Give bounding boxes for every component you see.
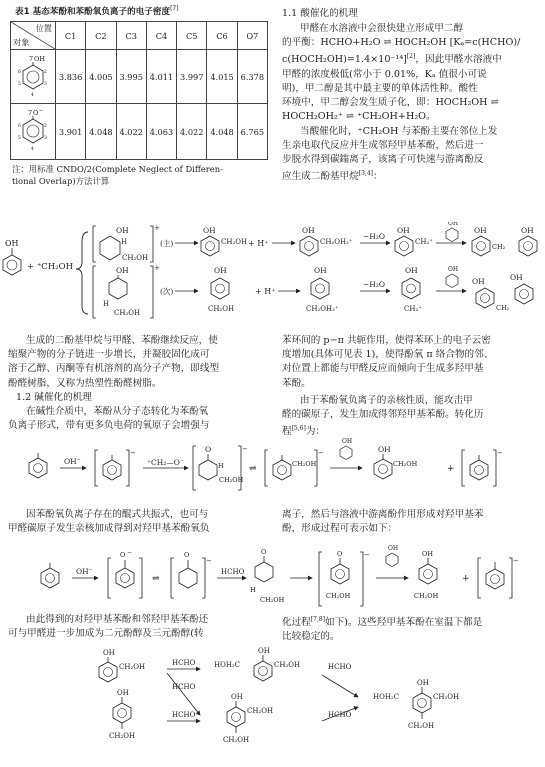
- para-right-2: [282, 394, 540, 440]
- phenol-oh-label: OH: [5, 239, 19, 248]
- table-cell: 4.022: [116, 104, 146, 160]
- electron-density-table: [10, 21, 268, 160]
- s4d-ch2oh: CH₂OH: [109, 732, 136, 740]
- svg-text:4: 4: [31, 92, 34, 98]
- para-charge: +: [154, 264, 160, 272]
- plus-ch2oh-label: + ⁺CH₂OH: [27, 262, 74, 272]
- svg-text:2: 2: [44, 123, 47, 129]
- s2-mp-ch2oh: CH₂OH: [292, 460, 317, 468]
- pr4-line-1a: 化过程: [282, 617, 311, 629]
- s3-phenoxide: [108, 549, 142, 598]
- s11-line-1: 甲醛在水溶液中会很快建立形成甲二醇: [300, 23, 464, 34]
- s4a-ch2oh: CH₂OH: [119, 663, 146, 671]
- main-label: (主): [160, 239, 174, 248]
- table-cell: 4.022: [177, 104, 207, 160]
- s4-trimethylol-phenol: [373, 679, 459, 730]
- s4c-hoh2c: HOH₂C: [373, 693, 400, 701]
- s2-phenol: [29, 453, 47, 478]
- s11-line-9: 生亲电取代反应并生成邻羟甲基苯酚，然后进一: [282, 139, 484, 151]
- table-caption-ref: [7]: [170, 5, 179, 13]
- svg-text:−: −: [39, 107, 44, 114]
- s4-para-methylol-phenol: [109, 689, 135, 740]
- diphenylmethane-product: [472, 226, 537, 256]
- svg-text:5: 5: [18, 135, 21, 141]
- pr1-line-4: 苯酚。: [282, 377, 311, 389]
- para-left-2: [8, 508, 270, 536]
- s11-line-5: 明)，甲二醇是其中最主要的单体活性种。酸性: [282, 83, 478, 94]
- s11-line-3b: ，因此甲醛水溶液中: [415, 54, 502, 66]
- s11-line-3: [282, 50, 540, 67]
- s2-phenol-over-arrow: [340, 438, 352, 460]
- pr1-line-3: 对位置上都能与甲醛反应而倾向于生成多羟甲基: [282, 363, 484, 375]
- branch-brace: [76, 232, 88, 314]
- s4c-ch2oh-para: CH₂OH: [408, 722, 435, 730]
- pr2-line-3b: 为：: [305, 426, 326, 438]
- acid-mechanism-scheme: [0, 222, 545, 322]
- section-heading-1-1: 1.1 酸催化的机理: [282, 8, 358, 19]
- s4-2-4-dimethylol-phenol: [223, 693, 273, 744]
- s3-ohminus: OH⁻: [76, 567, 93, 576]
- pl1-line-1: 生成的二酚基甲烷与甲醛、苯酚继续反应，使: [26, 335, 218, 346]
- table-corner-cell: [11, 22, 56, 50]
- table-cell: 3.995: [116, 50, 146, 104]
- s3-prod-ch2oh: CH₂OH: [414, 592, 439, 600]
- s4d-oh: OH: [117, 689, 129, 697]
- s4-hcho-5: HCHO: [328, 711, 352, 719]
- s11-ref-end: [3,4]: [358, 170, 373, 178]
- s4b-oh: OH: [258, 647, 270, 655]
- svg-text:4: 4: [31, 146, 34, 152]
- pr2-line-1: 由于苯酚氧负离子的亲核性质，能攻击甲: [300, 395, 473, 406]
- q1-hplus: + H⁺: [255, 287, 276, 296]
- col-header-c4: C4: [146, 22, 176, 50]
- section-1-1-body: [282, 22, 540, 185]
- p5-oh2: OH: [521, 226, 534, 235]
- s4e-ch2oh-para: CH₂OH: [223, 736, 250, 744]
- s2-ch2o: ⁺CH₂—O⁻: [147, 458, 184, 467]
- s4e-ch2oh: CH₂OH: [247, 707, 274, 715]
- s2-phenoxide: [95, 449, 136, 486]
- pr4-line-1: [282, 613, 540, 630]
- para-h: H: [103, 300, 110, 308]
- s4-hcho-2: HCHO: [172, 683, 196, 691]
- base-para-scheme: [0, 542, 545, 612]
- s11-line-11: 应生成二酚基甲烷[3,4]：: [282, 170, 383, 183]
- pr2-line-3a: 程: [282, 426, 292, 438]
- q5-ch2: CH₂: [496, 304, 510, 312]
- phenol-over-arrow: [446, 222, 458, 242]
- s4a-oh: OH: [103, 649, 115, 657]
- s2-ohminus: OH⁻: [64, 457, 81, 466]
- s2-dienone-charge: −: [242, 445, 248, 453]
- s11-line-2: 的平衡：HCHO+H₂O ⇌ HOCH₂OH [Kₐ=c(HCHO)/: [282, 37, 521, 49]
- p2-oh: OH: [302, 226, 315, 235]
- para-oh: OH: [116, 266, 129, 275]
- para-ch2oh: CH₂OH: [114, 309, 141, 317]
- s2-dienone-h: H: [218, 462, 224, 470]
- ortho-ch2oh: CH₂OH: [122, 254, 149, 262]
- p5-oh: OH: [474, 226, 487, 235]
- phenol-structure-icon: [15, 52, 51, 100]
- q4-oh: OH: [448, 266, 459, 273]
- s11-line-11a: 应生成二酚基甲烷: [282, 171, 359, 183]
- s3-equilibrium-sign: ⇌: [152, 574, 160, 584]
- s3-para-methylol-phenol: [414, 550, 439, 600]
- s4-ortho-methylol-phenol: [99, 649, 145, 682]
- svg-text:7: 7: [28, 108, 33, 117]
- pl1-line-2: 缩聚产物的分子链进一步增长，并凝胶固化成可: [8, 349, 210, 361]
- s4-hcho-4: HCHO: [172, 711, 196, 719]
- s3-mp-o: O: [337, 550, 343, 558]
- table-cell: 4.048: [86, 104, 116, 160]
- pl2-line-1: 因苯酚氧负离子存在的醌式共振式，也可与: [26, 509, 209, 520]
- minor-label: (次): [160, 287, 174, 296]
- svg-text:7: 7: [29, 54, 34, 63]
- pl3-line-1: 由此得到的对羟甲基苯酚和邻羟甲基苯酚还: [26, 614, 209, 625]
- s2-phenoxide-charge: −: [130, 449, 136, 457]
- q2-ch2oh2: CH₂OH₂⁺: [306, 305, 339, 313]
- s11-line-8: 当酸催化时，⁺CH₂OH 与苯酚主要在邻位上发: [300, 125, 498, 137]
- s4e-oh: OH: [231, 693, 243, 701]
- s4-hcho-3: HCHO: [328, 663, 352, 671]
- s3-hcho: HCHO: [221, 568, 245, 576]
- para-left-3: [8, 613, 270, 641]
- q3-oh: OH: [405, 266, 418, 275]
- s12-line-2: 负离子形式，带有更多负电荷的氧原子会增强与: [8, 420, 210, 432]
- p5-ch2: CH₂: [492, 243, 506, 251]
- q2-oh: OH: [314, 266, 327, 275]
- table-cell: 4.015: [207, 50, 237, 104]
- table-cell: 3.836: [56, 50, 86, 104]
- para-protonated: [306, 266, 339, 313]
- s4c-ch2oh: CH₂OH: [433, 693, 460, 701]
- para-methylol-phenol: [208, 266, 234, 313]
- s12-line-1: 在碱性介质中，苯酚从分子态转化为苯酚氧: [26, 406, 209, 418]
- s3-phenoxide-o: O: [120, 551, 126, 559]
- s3-prod-oh: OH: [422, 550, 433, 558]
- svg-text:6: 6: [18, 69, 21, 75]
- s2-dienone-intermediate: [193, 445, 248, 490]
- s4-2-6-dimethylol-phenol: [214, 647, 300, 681]
- para-left-1: [8, 334, 270, 433]
- polymethylol-scheme: [0, 645, 545, 765]
- table-cell: 4.063: [146, 104, 176, 160]
- s11-line-7: HOCH₂OH₂⁺ ⇌ ⁺CH₂OH+H₂O。: [282, 111, 436, 123]
- pl1-line-4: 酚醛树脂，又称为热塑性酚醛树脂。: [8, 377, 162, 389]
- protonated-methylol: [300, 226, 353, 256]
- table-caption: [15, 5, 179, 17]
- pr1-line-1: 苯环间的 p−π 共轭作用，使得苯环上的电子云密: [282, 335, 491, 346]
- pr4-line-1b: 如下)。这些羟甲基苯酚在室温下都是: [325, 617, 483, 629]
- q3-ch2plus: CH₂⁺: [404, 305, 422, 313]
- s3-adduct-o: O: [261, 548, 267, 556]
- para-right-4: [282, 613, 540, 645]
- base-ortho-scheme: [0, 438, 545, 500]
- ortho-charge: +: [154, 224, 160, 232]
- ref-7-8: [7,8]: [310, 616, 326, 623]
- table-cell: 3.997: [177, 50, 207, 104]
- s4b-hoh2c: HOH₂C: [214, 661, 241, 669]
- s3-para-methylol-phenoxide: [319, 550, 370, 606]
- pr2-line-2: 醛的碳原子，发生加成得邻羟甲基苯酚。转化历: [282, 409, 484, 421]
- s4-hcho-1: HCHO: [172, 659, 196, 667]
- s2-prod-oh: OH: [378, 445, 391, 454]
- table-note-line-1: 注：用标准 CNDO/2(Complete Neglect of Differen-: [12, 164, 223, 174]
- table-caption-text: 表1 基态苯酚和苯酚氧负离子的电子密度: [15, 7, 171, 17]
- s3-para-adduct: [250, 548, 285, 604]
- phenoxide-structure-icon: [15, 106, 51, 156]
- svg-text:3: 3: [44, 135, 47, 141]
- p1-oh: OH: [203, 226, 216, 235]
- s3-mp-charge: −: [364, 551, 370, 559]
- s4c-oh: OH: [417, 679, 429, 687]
- phenol-structure-cell: [11, 50, 56, 104]
- col-header-c1: C1: [56, 22, 86, 50]
- p4-oh: OH: [448, 222, 459, 227]
- svg-text:5: 5: [18, 81, 21, 87]
- s2-ortho-methylol-phenol: [374, 445, 418, 479]
- table-cell: 3.901: [56, 104, 86, 160]
- table-note-line-2: tional Overlap)方法计算: [12, 176, 110, 186]
- q1-oh: OH: [214, 266, 227, 275]
- svg-text:OH: OH: [34, 54, 45, 63]
- pr1-line-2: 度增加(具体可见表 1)，使得酚氧 π 络合物的邻、: [282, 349, 494, 361]
- s11-line-3a: c(HOCH₂OH)=1.4×10⁻¹⁴]: [282, 54, 407, 66]
- s3-mp-ch2oh: CH₂OH: [326, 592, 351, 600]
- s11-line-6: 环境中，甲二醇会发生质子化，即：HOCH₂OH ⇌: [282, 97, 499, 109]
- ortho-h: H: [121, 238, 128, 246]
- para-cation: [402, 266, 422, 313]
- para-intermediate: [93, 264, 160, 318]
- s3-quinoid-o: O: [184, 551, 190, 559]
- s2-plus: +: [447, 464, 455, 474]
- s2-mp-charge: −: [318, 449, 324, 457]
- s2-equilibrium-sign: ⇌: [249, 464, 257, 474]
- ortho-intermediate: [93, 224, 160, 262]
- corner-top-label: 位置: [35, 23, 52, 33]
- s2-prod-ch2oh: CH₂OH: [393, 460, 418, 468]
- benzyl-cation: [395, 226, 433, 256]
- p2-minus-h2o: −H₂O: [363, 232, 385, 241]
- col-header-c6: C6: [207, 22, 237, 50]
- phenol-reactant: [3, 239, 21, 275]
- s3-quinoid: [171, 551, 212, 598]
- pr4-line-2: 比较稳定的。: [282, 631, 340, 643]
- ortho-methylol-phenol: [201, 226, 247, 256]
- s3-plus: +: [462, 574, 470, 584]
- s3-adduct-h: H: [250, 586, 256, 594]
- col-header-o7: O7: [237, 22, 267, 50]
- table-row: [11, 50, 268, 104]
- s2-dienone-ch2o: CH₂OH: [219, 476, 244, 484]
- p1-ch2oh: CH₂OH: [221, 238, 248, 246]
- ortho-oh: OH: [116, 226, 129, 235]
- s3-adduct-ch2oh: CH₂OH: [260, 596, 285, 604]
- pl2-line-2: 甲醛碳原子发生亲核加成得到对羟甲基苯酚氧负: [8, 523, 210, 535]
- table-cell: 4.048: [207, 104, 237, 160]
- para-right-3: [282, 508, 540, 536]
- col-header-c2: C2: [86, 22, 116, 50]
- p3-ch2plus: CH₂⁺: [415, 238, 433, 246]
- corner-bottom-label: 对象: [13, 37, 30, 47]
- s3-phenol: [41, 563, 59, 588]
- table-cell: 4.005: [86, 50, 116, 104]
- para-right-1: [282, 334, 540, 391]
- s3-over-oh: OH: [388, 545, 399, 552]
- pl3-line-2: 可与甲醛进一步加成为二元酚醇及三元酚醇(转: [8, 628, 204, 640]
- s2-over-oh: OH: [342, 438, 353, 445]
- s11-line-10: 步脱水得到碳鎓离子，该离子可快速与游离酚反: [282, 154, 484, 166]
- phenol-over-arrow-2: [446, 266, 458, 288]
- s2-pprod-charge: −: [497, 449, 503, 457]
- section-heading-1-2: 1.2 碱催化的机理: [16, 391, 92, 403]
- table-note: [12, 163, 270, 187]
- svg-text:6: 6: [18, 123, 21, 129]
- table-cell: 4.011: [146, 50, 176, 104]
- s3-quinoid-charge: −: [206, 557, 212, 565]
- s3-pprod-charge: −: [513, 557, 519, 565]
- pl1-line-3: 溶于乙醇、丙酮等有机溶剂的高分子产物，即线型: [8, 363, 220, 375]
- ref-5-6: [5,6]: [291, 425, 306, 433]
- p3-oh: OH: [397, 226, 410, 235]
- svg-text:2: 2: [44, 69, 47, 75]
- q5-oh: OH: [472, 277, 485, 286]
- op-diphenylmethane-product: [472, 273, 533, 312]
- s2-dienone-o: O: [205, 445, 212, 454]
- s11-ref-k: [2]: [406, 53, 416, 61]
- pr3-line-2: 酚，形成过程可表示如下：: [282, 523, 398, 535]
- s3-phenol-over-arrow: [386, 545, 398, 567]
- pr3-line-1: 离子，然后与溶液中游离酚作用形成对羟甲基苯: [282, 509, 484, 520]
- table-row: [11, 104, 268, 160]
- phenoxide-structure-cell: [11, 104, 56, 160]
- s11-line-4: 甲醛的浓度极低(常小于 0.01%，Kₐ 值很小可说: [282, 68, 487, 80]
- q1-ch2oh: CH₂OH: [208, 305, 235, 313]
- s2-phenoxide-product: [462, 449, 503, 486]
- svg-text:O: O: [33, 108, 39, 117]
- col-header-c3: C3: [116, 22, 146, 50]
- table-cell: 6.378: [237, 50, 267, 104]
- q2-minus-h2o: −H₂O: [363, 280, 385, 289]
- col-header-c5: C5: [177, 22, 207, 50]
- s3-phenoxide-product: [478, 557, 519, 598]
- s4b-ch2oh: CH₂OH: [274, 661, 301, 669]
- p2-ch2oh2: CH₂OH₂⁺: [320, 238, 353, 246]
- p1-hplus: + H⁺: [248, 239, 269, 248]
- s2-ortho-methylol-phenoxide: [265, 449, 324, 486]
- table-cell: 6.765: [237, 104, 267, 160]
- q5-oh2: OH: [510, 273, 523, 282]
- svg-text:3: 3: [44, 81, 47, 87]
- s3-phenoxide-charge: −: [127, 549, 133, 556]
